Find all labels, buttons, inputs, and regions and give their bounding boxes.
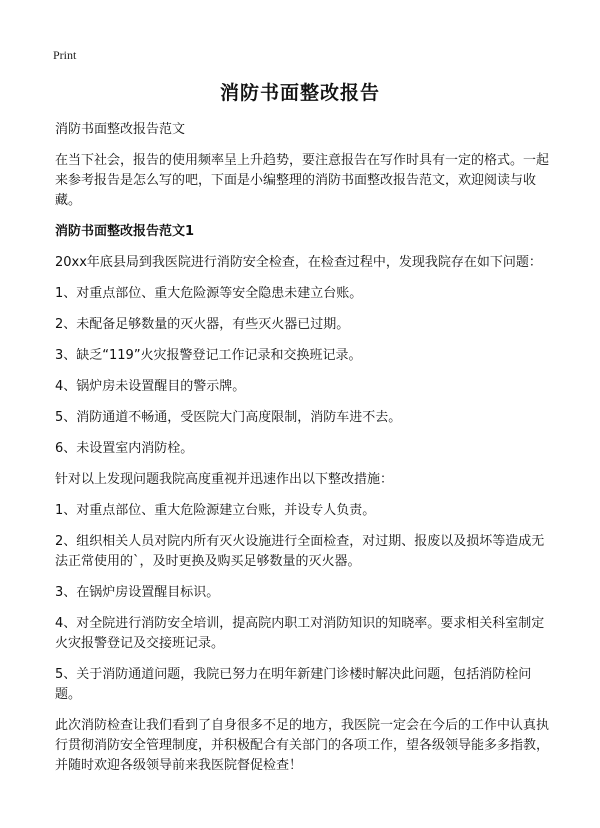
problems-list — [55, 284, 550, 459]
problem-item: 5、消防通道不畅通，受医院大门高度限制，消防车进不去。 — [55, 410, 402, 425]
print-label[interactable]: Print — [53, 48, 77, 62]
measures-lead-paragraph: 针对以上发现问题我院高度重视并迅速作出以下整改措施： — [55, 472, 394, 487]
measure-item: 1、对重点部位、重大危险源建立台账，并设专人负责。 — [55, 503, 376, 518]
measure-item: 3、在锅炉房设置醒目标识。 — [55, 585, 220, 600]
lead-paragraph: 20xx年底县局到我医院进行消防安全检查，在检查过程中，发现我院存在如下问题： — [55, 255, 542, 270]
measure-item: 4、对全院进行消防安全培训，提高院内职工对消防知识的知晓率。要求相关科室制定火灾报警登记及交接班记录。 — [55, 616, 545, 651]
measures-list — [55, 501, 550, 705]
problem-item: 6、未设置室内消防栓。 — [55, 441, 194, 456]
problem-item: 2、未配备足够数量的灭火器，有些灭火器已过期。 — [55, 317, 350, 332]
problem-item: 3、缺乏“119”火灾报警登记工作记录和交换班记录。 — [55, 348, 362, 363]
document-subtitle: 消防书面整改报告范文 — [55, 122, 186, 137]
measure-item: 2、组织相关人员对院内所有灭火设施进行全面检查，对过期、报废以及损坏等造成无法正常使用的`，及时更换及购买足够数量的灭火器。 — [55, 534, 545, 569]
problem-item: 1、对重点部位、重大危险源等安全隐患未建立台账。 — [55, 286, 363, 301]
intro-paragraph: 在当下社会，报告的使用频率呈上升趋势，要注意报告在写作时具有一定的格式。一起来参考报告是怎么写的吧，下面是小编整理的消防书面整改报告范文，欢迎阅读与收藏。 — [55, 153, 550, 208]
document-title: 消防书面整改报告 — [219, 82, 380, 104]
document-content — [55, 120, 550, 787]
section-heading: 消防书面整改报告范文1 — [55, 224, 195, 239]
measure-item: 5、关于消防通道问题，我院已努力在明年新建门诊楼时解决此问题，包括消防栓问题。 — [55, 667, 532, 702]
problem-item: 4、锅炉房未设置醒目的警示牌。 — [55, 379, 246, 394]
closing-paragraph: 此次消防检查让我们看到了自身很多不足的地方，我医院一定会在今后的工作中认真执行贯彻消防安全管理制度，并积极配合有关部门的各项工作，望各级领导能多多指教，并随时欢迎各级领导前来我医院督促检查！ — [55, 718, 550, 773]
